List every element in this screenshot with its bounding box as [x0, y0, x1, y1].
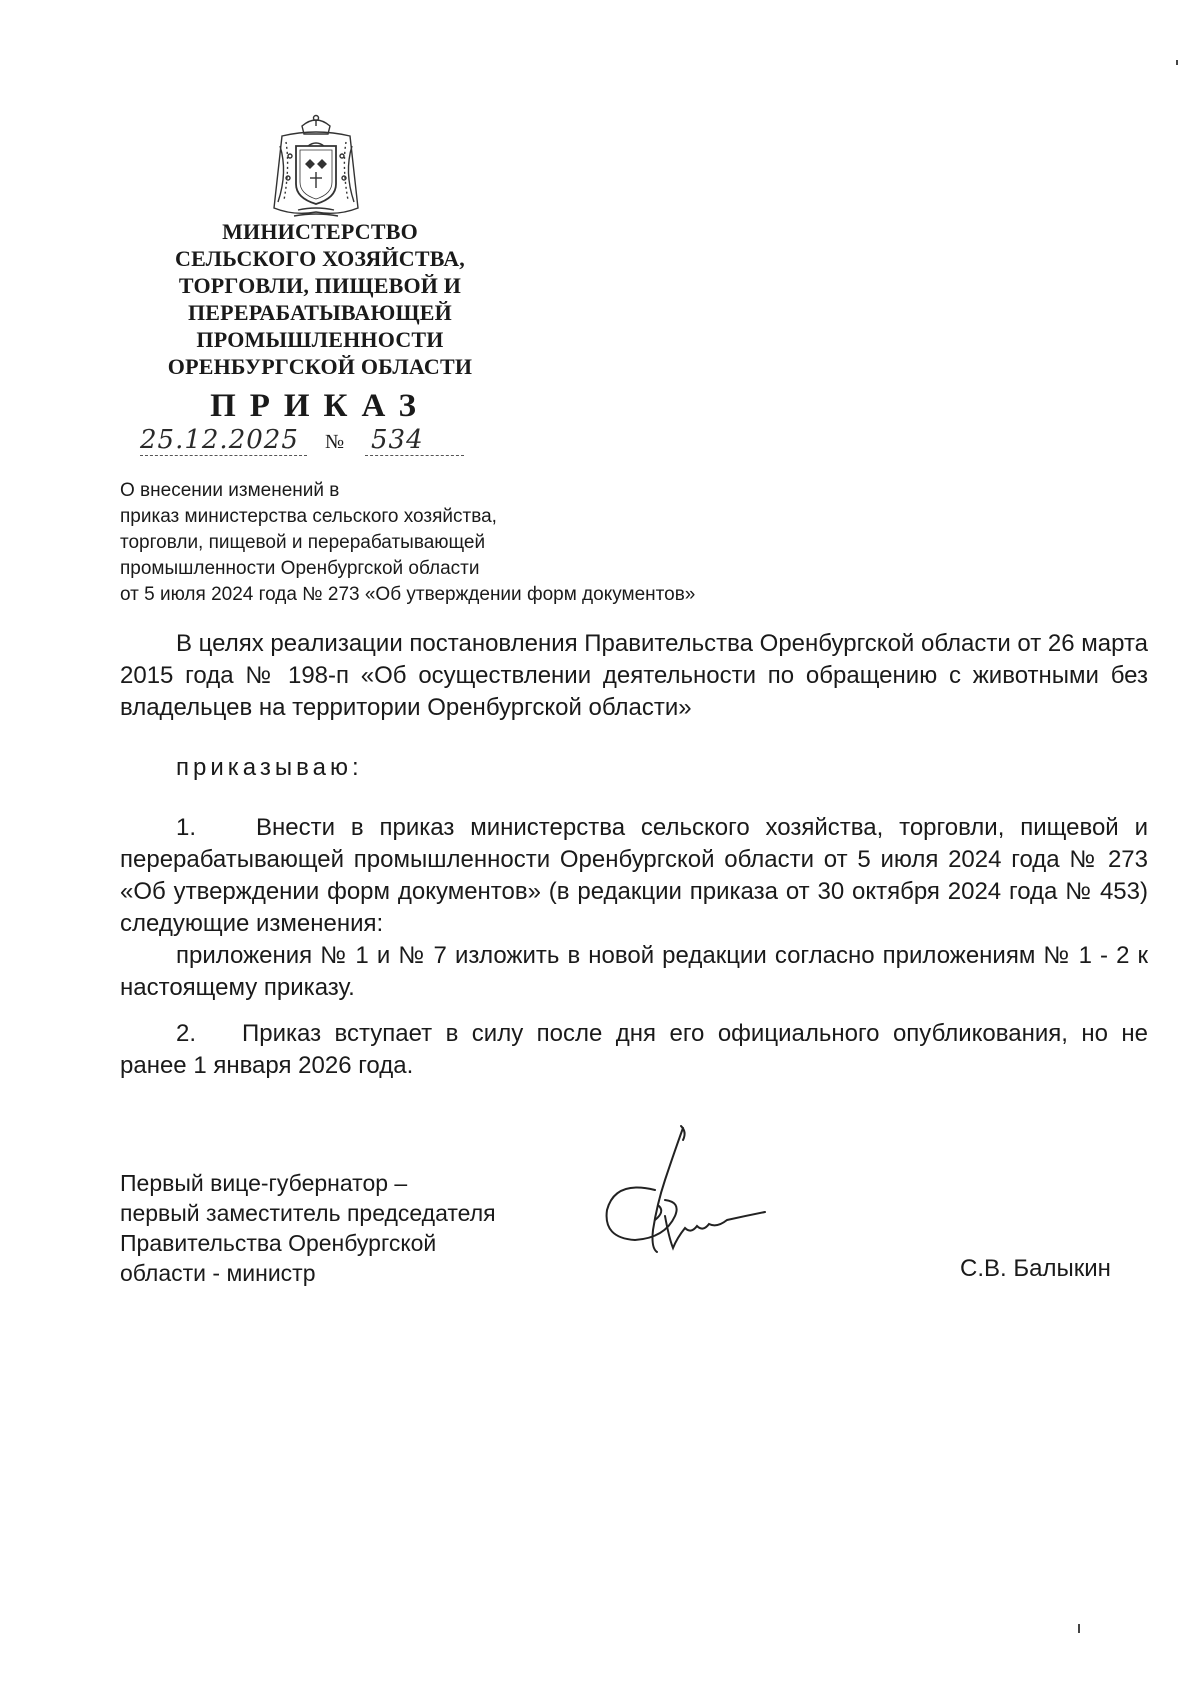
signer-position-line: первый заместитель председателя: [120, 1200, 496, 1226]
intro-paragraph: В целях реализации постановления Правительства Оренбургской области от 26 марта 2015 года № 198-п «Об осуществлении деятельности по обращению с животными без владельцев на территории Оренбургской области»: [120, 630, 1149, 721]
order-number: 534: [365, 425, 464, 456]
signer-position-line: области - министр: [120, 1260, 316, 1286]
scan-speck: [1176, 60, 1178, 65]
item-2-number: 2.: [176, 1020, 197, 1047]
ministry-line: ПРОМЫШЛЕННОСТИ: [196, 327, 444, 352]
order-word: приказываю:: [176, 754, 363, 781]
item-1-text: Внести в приказ министерства сельского хозяйства, торговли, пищевой и перерабатывающей промышленности Оренбургской области от 5 июля 2024 года № 273 «Об утверждении форм документов» (в редакции приказа от 30 октября 2024 года № 453) следующие изменения:: [120, 814, 1148, 937]
subject-line: приказ министерства сельского хозяйства,: [120, 506, 497, 527]
signer-position-line: Правительства Оренбургской: [120, 1230, 437, 1256]
item-1-subparagraph: приложения № 1 и № 7 изложить в новой редакции согласно приложениям № 1 - 2 к настоящему приказу.: [120, 942, 1148, 1001]
order-date: 25.12.2025: [140, 425, 307, 456]
subject-line: от 5 июля 2024 года № 273 «Об утверждении форм документов»: [120, 584, 696, 605]
order-meta: [140, 425, 480, 461]
handwritten-signature: [595, 1120, 795, 1270]
ministry-line: МИНИСТЕРСТВО: [222, 219, 418, 244]
item-1-paragraph: [120, 812, 1148, 940]
item-1-number: 1.: [176, 814, 197, 841]
subject-line: торговли, пищевой и перерабатывающей: [120, 532, 486, 553]
number-sign: №: [325, 431, 345, 453]
item-2-text: Приказ вступает в силу после дня его официального опубликования, но не ранее 1 января 2026 года.: [120, 1020, 1148, 1079]
order-subject: [120, 478, 820, 608]
ministry-name: [120, 218, 520, 380]
scan-speck: [1078, 1624, 1080, 1633]
signer-position: [120, 1168, 540, 1288]
subject-line: промышленности Оренбургской области: [120, 558, 480, 579]
ministry-line: ПЕРЕРАБАТЫВАЮЩЕЙ: [188, 300, 452, 325]
subject-line: О внесении изменений в: [120, 480, 340, 501]
item-2-paragraph: [120, 1018, 1148, 1082]
signer-position-line: Первый вице-губернатор –: [120, 1170, 408, 1196]
ministry-line: СЕЛЬСКОГО ХОЗЯЙСТВА,: [174, 246, 466, 271]
ministry-line: ТОРГОВЛИ, ПИЩЕВОЙ И: [178, 273, 462, 298]
ministry-line: ОРЕНБУРГСКОЙ ОБЛАСТИ: [167, 354, 473, 379]
coat-of-arms-icon: [268, 112, 364, 222]
order-title: ПРИКАЗ: [210, 388, 430, 424]
signer-name: С.В. Балыкин: [960, 1255, 1111, 1282]
